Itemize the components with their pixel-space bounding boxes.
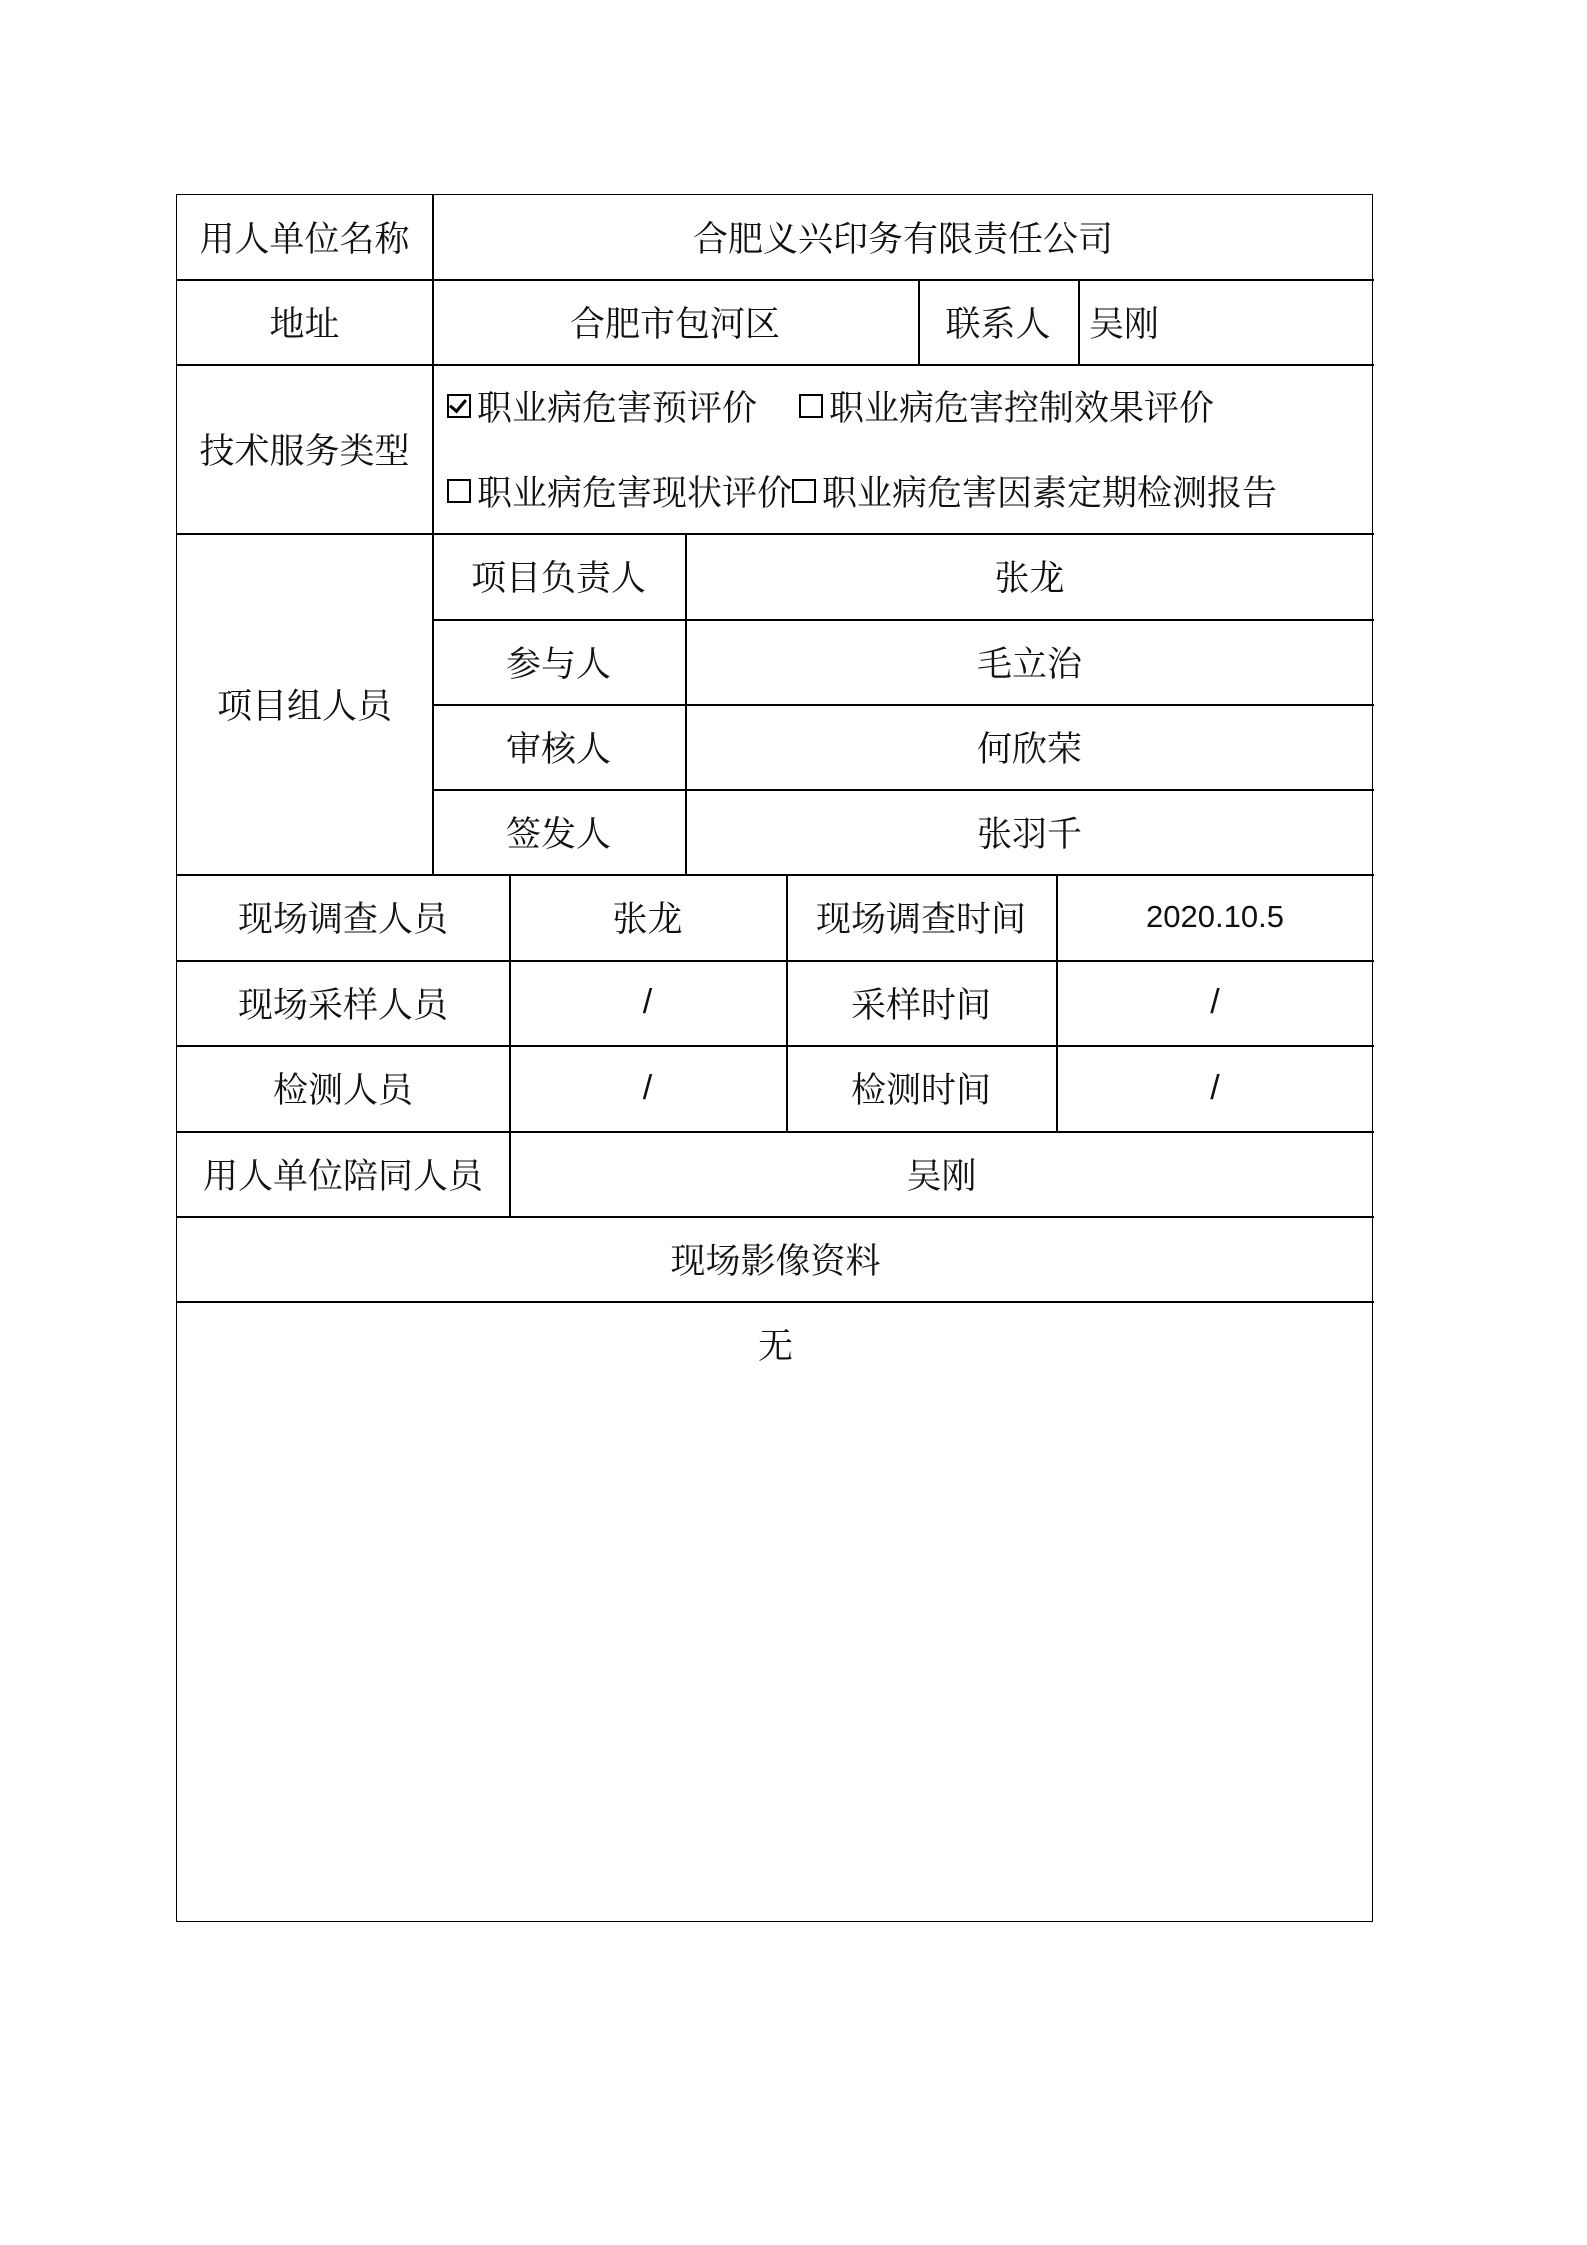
team-member: 张羽千 bbox=[976, 814, 1082, 855]
team-role: 项目负责人 bbox=[470, 559, 646, 599]
escort-label: 用人单位陪同人员 bbox=[202, 1156, 483, 1197]
column-divider bbox=[1078, 279, 1080, 364]
sampling-people-label: 现场采样人员 bbox=[237, 985, 448, 1026]
contact-value: 吴刚 bbox=[1089, 304, 1160, 345]
service-option-periodic-testing[interactable] bbox=[792, 466, 1277, 516]
team-member: 毛立治 bbox=[976, 644, 1082, 685]
service-type-options-row-1 bbox=[447, 364, 1367, 448]
escort-value: 吴刚 bbox=[906, 1156, 977, 1197]
sampling-time-value: / bbox=[1210, 983, 1220, 1021]
checkbox-empty-icon[interactable] bbox=[799, 394, 823, 418]
survey-time-label: 现场调查时间 bbox=[815, 900, 1026, 940]
service-option-control-effect[interactable] bbox=[799, 381, 1214, 431]
project-team-label: 项目组人员 bbox=[216, 686, 392, 727]
service-option-label: 职业病危害控制效果评价 bbox=[829, 389, 1215, 429]
service-type-options-row-2 bbox=[447, 448, 1372, 533]
testing-people-label: 检测人员 bbox=[272, 1071, 413, 1111]
media-header: 现场影像资料 bbox=[670, 1241, 881, 1282]
checkbox-checked-icon[interactable] bbox=[447, 394, 471, 418]
service-type-label: 技术服务类型 bbox=[199, 431, 410, 472]
testing-time-value: / bbox=[1210, 1068, 1220, 1107]
team-member: 张龙 bbox=[994, 559, 1065, 599]
team-role: 参与人 bbox=[505, 644, 611, 685]
checkbox-empty-icon[interactable] bbox=[447, 479, 471, 503]
address-value: 合肥市包河区 bbox=[569, 304, 780, 345]
service-option-label: 职业病危害预评价 bbox=[477, 389, 758, 429]
contact-label: 联系人 bbox=[945, 304, 1051, 345]
survey-time-value: 2020.10.5 bbox=[1146, 899, 1284, 934]
checkbox-empty-icon[interactable] bbox=[792, 479, 816, 503]
sampling-time-label: 采样时间 bbox=[850, 985, 991, 1026]
address-label: 地址 bbox=[269, 304, 340, 345]
media-content: 无 bbox=[757, 1327, 793, 1367]
sampling-people-value: / bbox=[642, 983, 653, 1021]
employer-label: 用人单位名称 bbox=[199, 220, 410, 260]
employer-name: 合肥义兴印务有限责任公司 bbox=[692, 220, 1113, 260]
testing-time-label: 检测时间 bbox=[850, 1071, 991, 1111]
team-member: 何欣荣 bbox=[976, 729, 1082, 770]
survey-people-value: 张龙 bbox=[612, 900, 683, 940]
service-option-label: 职业病危害因素定期检测报告 bbox=[822, 473, 1278, 514]
team-role: 审核人 bbox=[505, 729, 611, 770]
service-option-pre-evaluation[interactable] bbox=[447, 381, 757, 431]
service-option-status-evaluation[interactable] bbox=[447, 466, 792, 516]
survey-people-label: 现场调查人员 bbox=[237, 900, 448, 940]
team-role: 签发人 bbox=[505, 814, 611, 855]
testing-people-value: / bbox=[642, 1068, 653, 1107]
site-survey-form bbox=[176, 194, 1373, 1922]
service-option-label: 职业病危害现状评价 bbox=[477, 473, 793, 514]
